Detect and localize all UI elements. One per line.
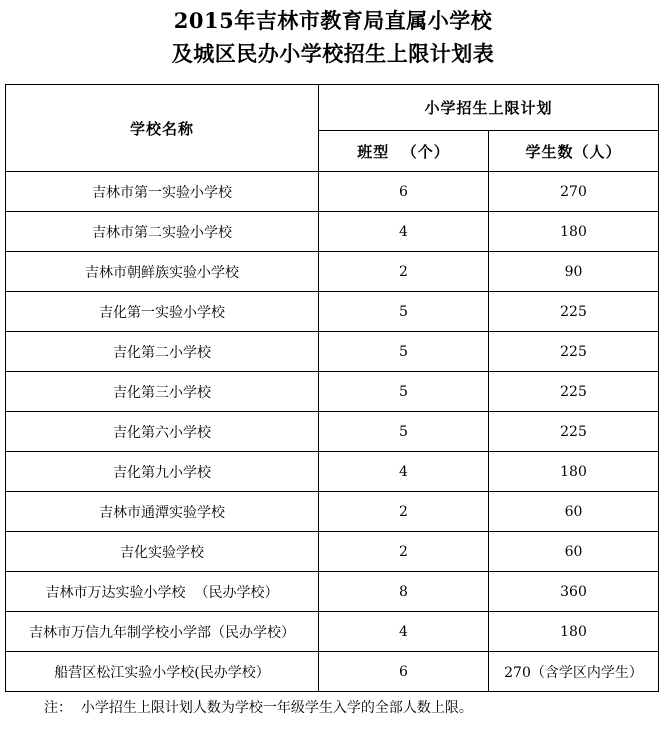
classes-cell: 5 xyxy=(319,372,489,412)
students-cell: 225 xyxy=(489,332,659,372)
students-cell: 270（含学区内学生） xyxy=(489,652,659,692)
school-name-cell: 吉林市通潭实验学校 xyxy=(6,492,319,532)
students-cell: 180 xyxy=(489,612,659,652)
students-cell: 180 xyxy=(489,212,659,252)
classes-cell: 6 xyxy=(319,652,489,692)
school-name-cell: 吉化第三小学校 xyxy=(6,372,319,412)
school-name-cell: 吉林市万信九年制学校小学部（民办学校） xyxy=(6,612,319,652)
classes-cell: 2 xyxy=(319,492,489,532)
table-row xyxy=(6,532,659,572)
classes-cell: 8 xyxy=(319,572,489,612)
table-row xyxy=(6,372,659,412)
table-row xyxy=(6,452,659,492)
table-row xyxy=(6,172,659,212)
header-plan-group: 小学招生上限计划 xyxy=(319,85,659,131)
students-cell: 360 xyxy=(489,572,659,612)
school-name-cell: 吉林市朝鲜族实验小学校 xyxy=(6,252,319,292)
header-classes: 班型 （个） xyxy=(319,131,489,172)
classes-cell: 4 xyxy=(319,452,489,492)
students-cell: 225 xyxy=(489,412,659,452)
school-name-cell: 吉化第二小学校 xyxy=(6,332,319,372)
classes-cell: 5 xyxy=(319,332,489,372)
classes-cell: 6 xyxy=(319,172,489,212)
school-name-cell: 吉化第九小学校 xyxy=(6,452,319,492)
students-cell: 270 xyxy=(489,172,659,212)
table-row xyxy=(6,612,659,652)
students-cell: 180 xyxy=(489,452,659,492)
classes-cell: 5 xyxy=(319,292,489,332)
table-row xyxy=(6,252,659,292)
school-name-cell: 吉化实验学校 xyxy=(6,532,319,572)
table-row xyxy=(6,652,659,692)
school-name-cell: 吉林市万达实验小学校 （民办学校） xyxy=(6,572,319,612)
title-line-2: 及城区民办小学校招生上限计划表 xyxy=(171,41,495,66)
table-row xyxy=(6,212,659,252)
school-name-cell: 吉化第六小学校 xyxy=(6,412,319,452)
footnote: 注： 小学招生上限计划人数为学校一年级学生入学的全部人数上限。 xyxy=(44,700,473,716)
students-cell: 225 xyxy=(489,372,659,412)
classes-cell: 2 xyxy=(319,532,489,572)
classes-cell: 5 xyxy=(319,412,489,452)
classes-cell: 4 xyxy=(319,612,489,652)
school-name-cell: 吉林市第二实验小学校 xyxy=(6,212,319,252)
header-students: 学生数（人） xyxy=(489,131,659,172)
table-row xyxy=(6,292,659,332)
title-line-1: 2015年吉林市教育局直属小学校 xyxy=(173,8,493,33)
classes-cell: 4 xyxy=(319,212,489,252)
header-school-name: 学校名称 xyxy=(6,85,319,172)
classes-cell: 2 xyxy=(319,252,489,292)
school-name-cell: 吉林市第一实验小学校 xyxy=(6,172,319,212)
table-row xyxy=(6,412,659,452)
table-row xyxy=(6,332,659,372)
table-header-row xyxy=(6,85,659,131)
table-row xyxy=(6,492,659,532)
school-name-cell: 船营区松江实验小学校(民办学校） xyxy=(6,652,319,692)
students-cell: 90 xyxy=(489,252,659,292)
students-cell: 60 xyxy=(489,492,659,532)
school-name-cell: 吉化第一实验小学校 xyxy=(6,292,319,332)
students-cell: 225 xyxy=(489,292,659,332)
students-cell: 60 xyxy=(489,532,659,572)
table-row xyxy=(6,572,659,612)
enrollment-table xyxy=(5,84,659,692)
